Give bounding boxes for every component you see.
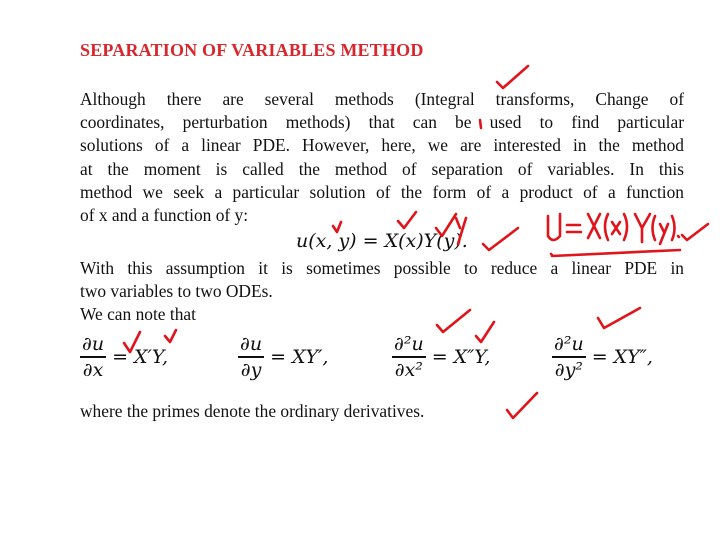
paragraph-line: at the moment is called the method of separation of variables. In this [80,158,684,179]
derivative-u-xx [392,332,490,382]
fraction [392,332,426,382]
fraction-denominator: ∂x [82,358,104,381]
paragraph-line: method we seek a particular solution of the form of a product of a function [80,181,684,202]
derivative-rhs: = X′Y, [112,345,168,368]
paragraph-line: of x and a function of y: [80,205,249,226]
fraction-numerator: ∂u [82,333,105,355]
fraction-denominator: ∂x² [394,358,423,381]
paragraph-line: solutions of a linear PDE. However, here, we are interested in the method [80,135,684,156]
fraction [238,332,264,382]
checkmark-icon [483,228,518,250]
derivative-rhs: = XY″, [591,345,653,368]
fraction-denominator: ∂y [240,358,262,381]
fraction-denominator: ∂y² [554,358,583,381]
fraction [552,332,586,382]
paragraph-line: Although there are several methods (Integral transforms, Change of [80,89,684,109]
derivative-equations [0,332,720,392]
derivative-rhs: = X″Y, [431,345,491,368]
checkmark-icon [507,393,537,418]
intro-paragraph [80,88,684,227]
assumption-paragraph [80,257,684,327]
derivative-u-y [238,332,328,382]
checkmark-icon [497,66,528,88]
fraction-numerator: ∂u [240,333,263,355]
derivative-u-x [80,332,168,382]
paragraph-line: We can note that [80,304,196,325]
fraction-numerator: ∂²u [554,333,584,355]
fraction-numerator: ∂²u [394,333,424,355]
paragraph-line: With this assumption it is sometimes possible to reduce a linear PDE in [80,258,684,278]
product-solution-equation: u(x, y) = X(x)Y(y). [296,230,468,252]
derivative-u-yy [552,332,653,382]
fraction [80,332,106,382]
checkmark-icon [682,224,708,240]
handwritten-dot [551,254,552,255]
paragraph-line: coordinates, perturbation methods) that can be used to find particular [80,112,684,133]
derivative-rhs: = XY′, [270,345,329,368]
handwritten-underline [552,250,680,256]
page-title: SEPARATION OF VARIABLES METHOD [80,40,424,60]
handwritten-period [678,236,679,237]
paragraph-line: two variables to two ODEs. [80,281,273,302]
closing-sentence: where the primes denote the ordinary derivatives. [80,401,425,421]
